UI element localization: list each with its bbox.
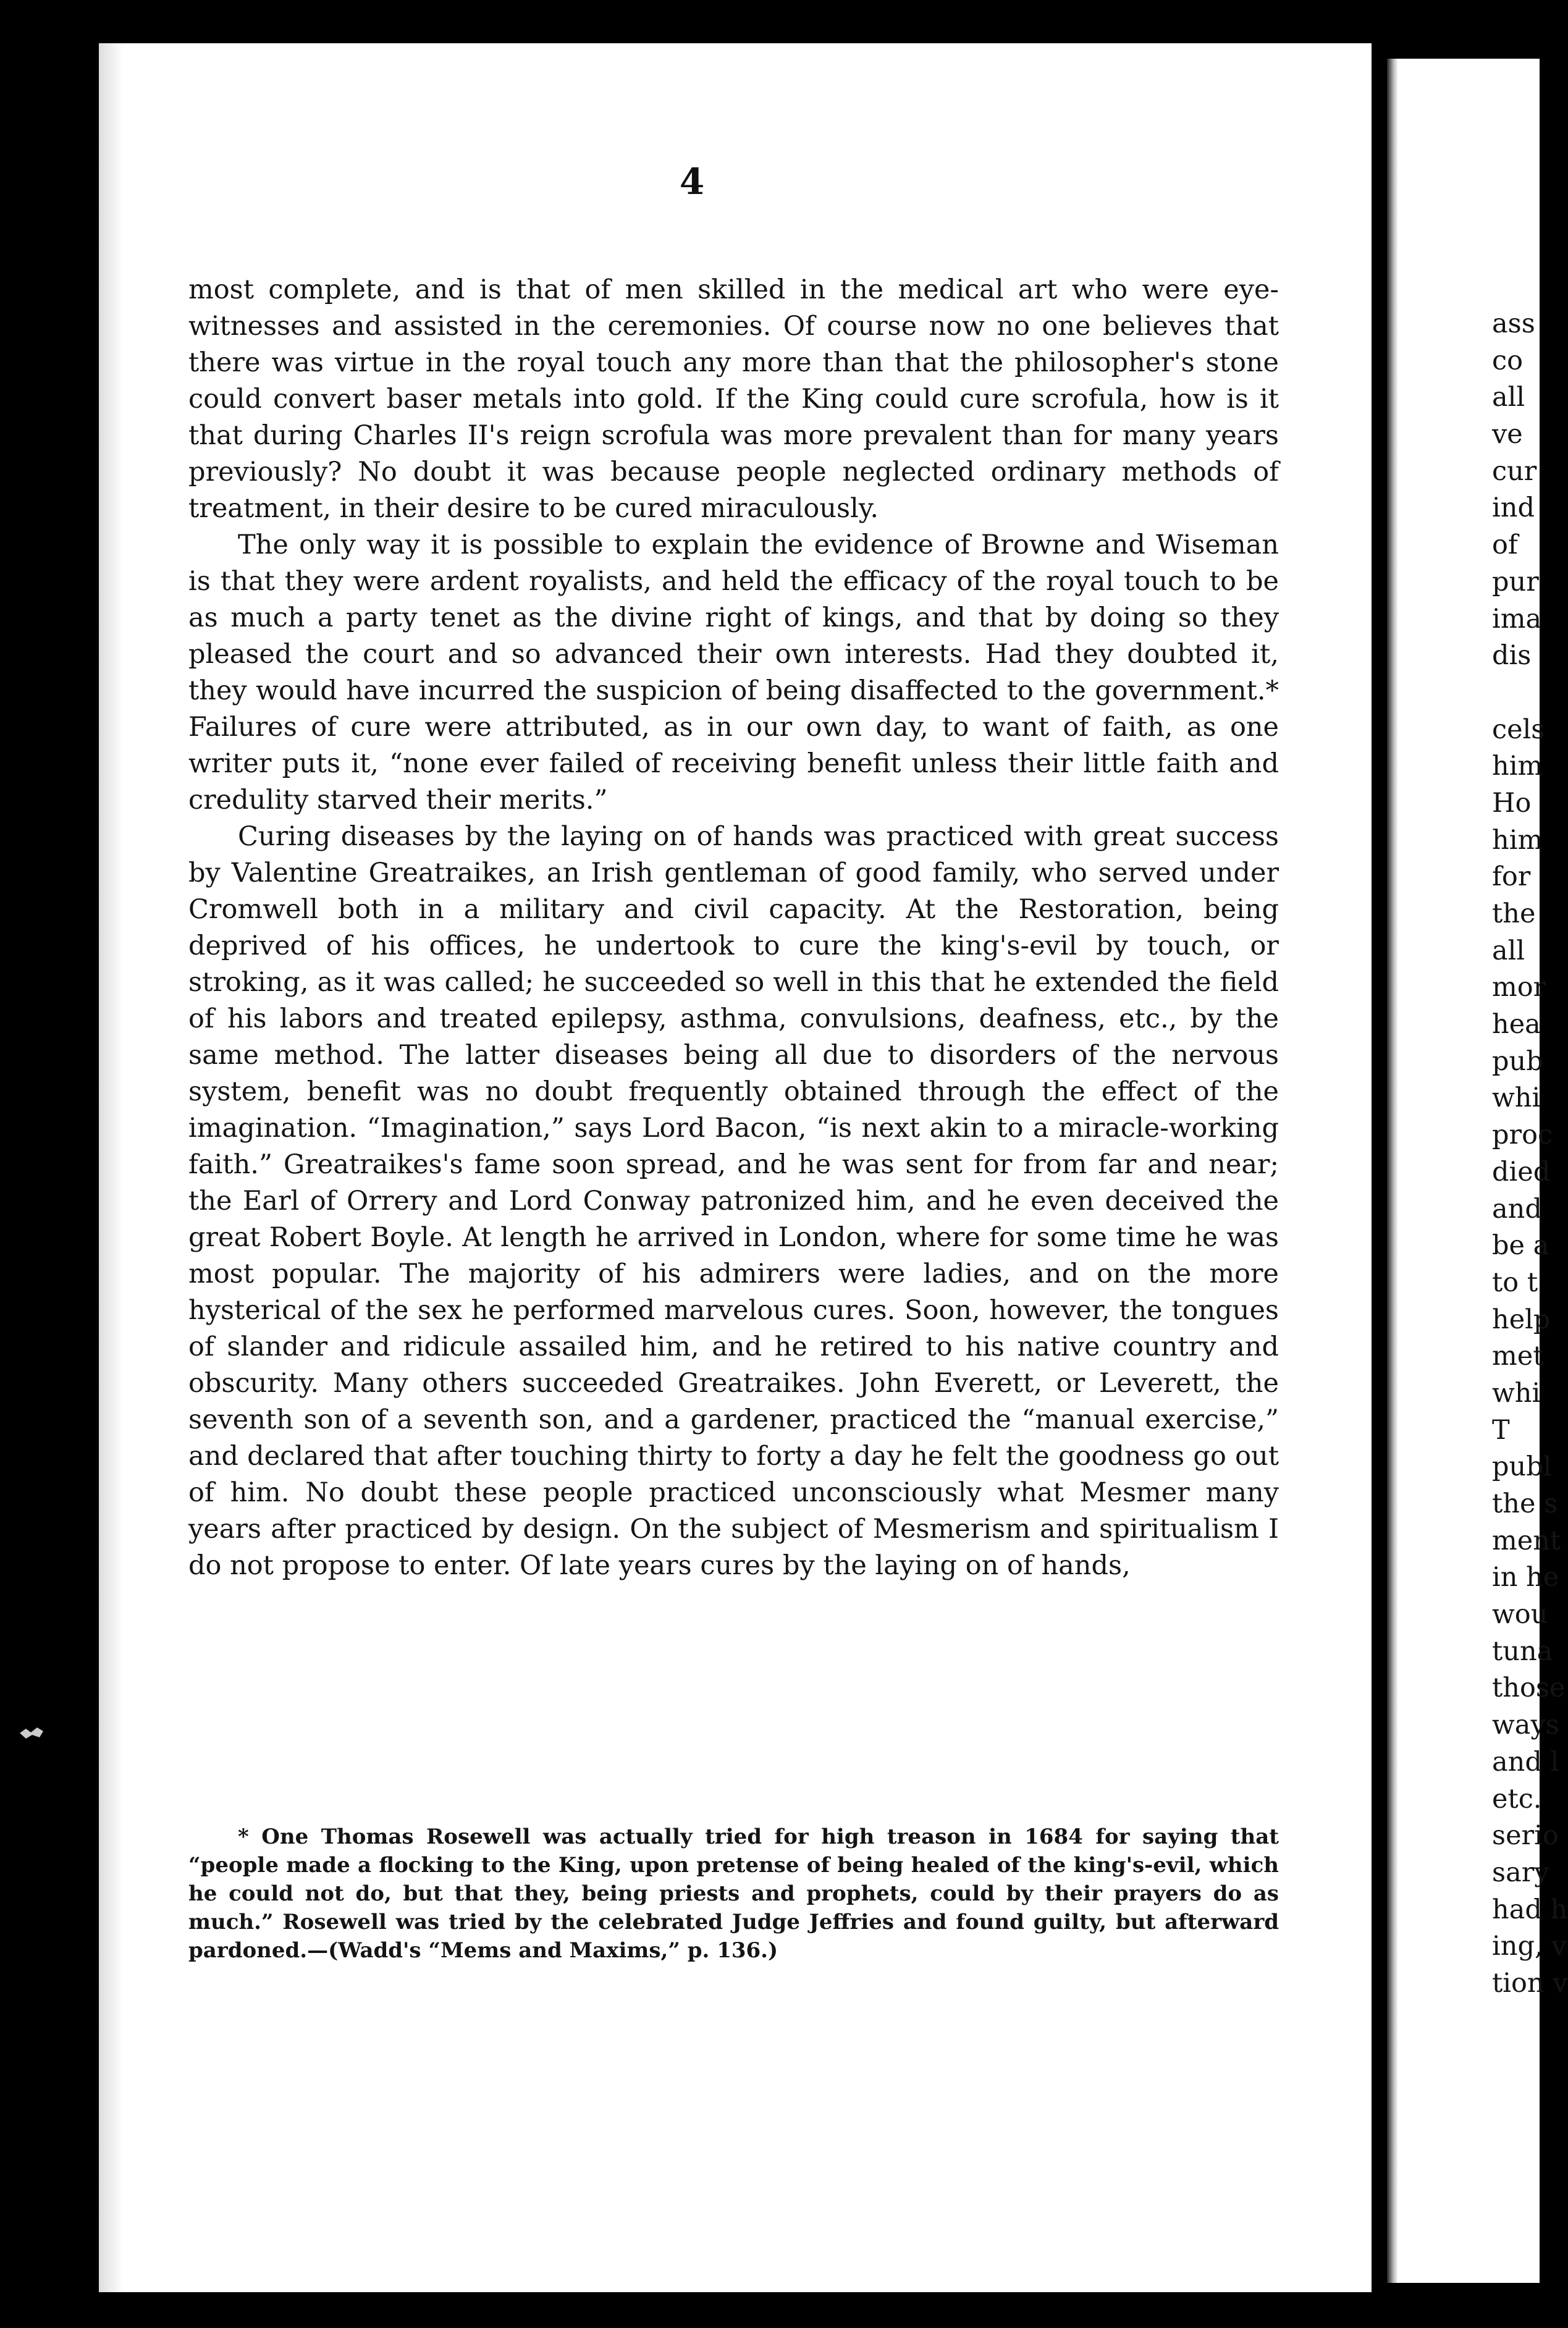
next-page-fragment: all (1492, 382, 1525, 413)
next-page-fragment: all (1492, 935, 1525, 966)
next-page-fragment: pur (1492, 566, 1539, 597)
next-page-fragment (1492, 675, 1568, 712)
next-page-fragment: him (1492, 824, 1543, 856)
next-page-fragment: be a (1492, 1230, 1549, 1262)
next-page-fragment: etc. (1492, 1783, 1542, 1815)
next-page-fragment: ways (1492, 1710, 1559, 1741)
next-page-fragment: serio (1492, 1820, 1559, 1852)
next-page-fragment: ing, v (1492, 1931, 1567, 1962)
next-page-fragment: pub (1492, 1045, 1543, 1077)
next-page-fragment: Ho (1492, 787, 1532, 819)
next-page-fragment: T (1492, 1414, 1510, 1446)
next-page-fragment: ass (1492, 308, 1535, 339)
next-page-fragment: proc (1492, 1120, 1553, 1151)
next-page-edge (1387, 59, 1568, 2283)
next-page-fragment: ind (1492, 492, 1535, 524)
next-page-fragment: dis (1492, 640, 1532, 672)
paragraph-1: most complete, and is that of men skilled in the medical art who were eye-witnesses and assisted in the ceremonies. Of course now no one believes that there was virtue in the royal touch any more than that the philosopher's stone could convert baser metals into gold. If the King could cure scrofula, how is it that during Charles II's reign scrofula was more prevalent than for many years previously? No doubt it was because people neglected ordinary methods of treatment, in their desire to be cured miraculously. (188, 274, 1279, 524)
next-page-fragment: ve (1492, 419, 1523, 450)
page-edge-shadow (99, 43, 124, 2292)
next-page-fragment: publ (1492, 1451, 1552, 1483)
next-page-fragment: cels (1492, 714, 1545, 745)
next-page-fragment: met (1492, 1341, 1544, 1372)
next-page-fragment: help (1492, 1304, 1551, 1335)
next-page-fragment: had h (1492, 1894, 1568, 1925)
next-page-fragment: tion v (1492, 1967, 1568, 1999)
next-page-fragment: mor (1492, 972, 1546, 1003)
next-page-fragment: in he (1492, 1562, 1559, 1593)
next-page-fragment: co (1492, 345, 1523, 376)
next-page-fragment: whi (1492, 1082, 1541, 1114)
next-page-fragment: hea (1492, 1009, 1541, 1040)
next-page-fragment: of (1492, 529, 1518, 561)
next-page-fragment: the s (1492, 1488, 1558, 1519)
scan-mark-icon (19, 1724, 44, 1742)
page-fold-shadow (1387, 59, 1398, 2283)
next-page-fragment: the (1492, 898, 1536, 929)
next-page-fragment: ima (1492, 603, 1542, 635)
next-page-fragment: whi (1492, 1377, 1541, 1409)
next-page-fragment: sary (1492, 1857, 1549, 1888)
footnote (188, 1823, 1279, 1965)
next-page-fragment: ment (1492, 1525, 1561, 1556)
next-page-fragment: died (1492, 1156, 1551, 1187)
next-page-fragment: him (1492, 751, 1543, 782)
next-page-fragment: tuna (1492, 1635, 1553, 1667)
footnote-text: * One Thomas Rosewell was actually tried for high treason in 1684 for saying that “people made a flocking to the King, upon pretense of being healed of the king's-evil, which he could not do, but that they, being priests and prophets, could by their prayers do as much.” Rosewell was tried by the celebrated Judge Jeffries and found guilty, but afterward pardoned.—(Wadd's “Mems and Maxims,” p. 136.) (188, 1824, 1279, 1963)
page-number: 4 (679, 161, 705, 203)
next-page-fragment: to t (1492, 1267, 1538, 1298)
paragraph-3: Curing diseases by the laying on of hands was practiced with great success by Valentine Greatraikes, an Irish gentleman of good family, who served under Cromwell both in a military and civil capacity. At the Restoration, being deprived of his offices, he undertook to cure the king's-evil by touch, or stroking, as it was called; he succeeded so well in this that he extended the field of his labors and treated epilepsy, asthma, convulsions, deafness, etc., by the same method. The latter diseases being all due to disorders of the nervous system, benefit was no doubt frequently obtained through the effect of the imagination. “Imagination,” says Lord Bacon, “is next akin to a miracle-working faith.” Greatraikes's fame soon spread, and he was sent for from far and near; the Earl of Orrery and Lord Conway patronized him, and he even deceived the great Robert Boyle. At length he arrived in London, where for some time he was most popular. The majority of his admirers were ladies, and on the more hysterical of the sex he performed marvelous cures. Soon, however, the tongues of slander and ridicule assailed him, and he retired to his native country and obscurity. Many others succeeded Greatraikes. John Everett, or Leverett, the seventh son of a seventh son, and a gardener, practiced the “manual exercise,” and declared that after touching thirty to forty a day he felt the goodness go out of him. No doubt these people practiced unconsciously what Mesmer many years after practiced by design. On the subject of Mesmerism and spiritualism I do not propose to enter. Of late years cures by the laying on of hands, (188, 821, 1279, 1581)
main-text-body (188, 272, 1279, 1584)
next-page-fragment: wou (1492, 1599, 1548, 1630)
next-page-fragment: and l (1492, 1746, 1559, 1778)
next-page-fragment: and (1492, 1193, 1542, 1225)
next-page-fragment: cur (1492, 455, 1537, 487)
next-page-fragment: for (1492, 861, 1531, 893)
next-page-text-fragments (1492, 306, 1568, 2002)
paragraph-2: The only way it is possible to explain the evidence of Browne and Wiseman is that they were ardent royalists, and held the efficacy of the royal touch to be as much a party tenet as the divine right of kings, and that by doing so they pleased the court and so advanced their own interests. Had they doubted it, they would have incurred the suspicion of being disaffected to the government.* Failures of cure were attributed, as in our own day, to want of faith, as one writer puts it, “none ever failed of receiving benefit unless their little faith and credulity starved their merits.” (188, 529, 1279, 816)
next-page-fragment: those (1492, 1672, 1566, 1704)
